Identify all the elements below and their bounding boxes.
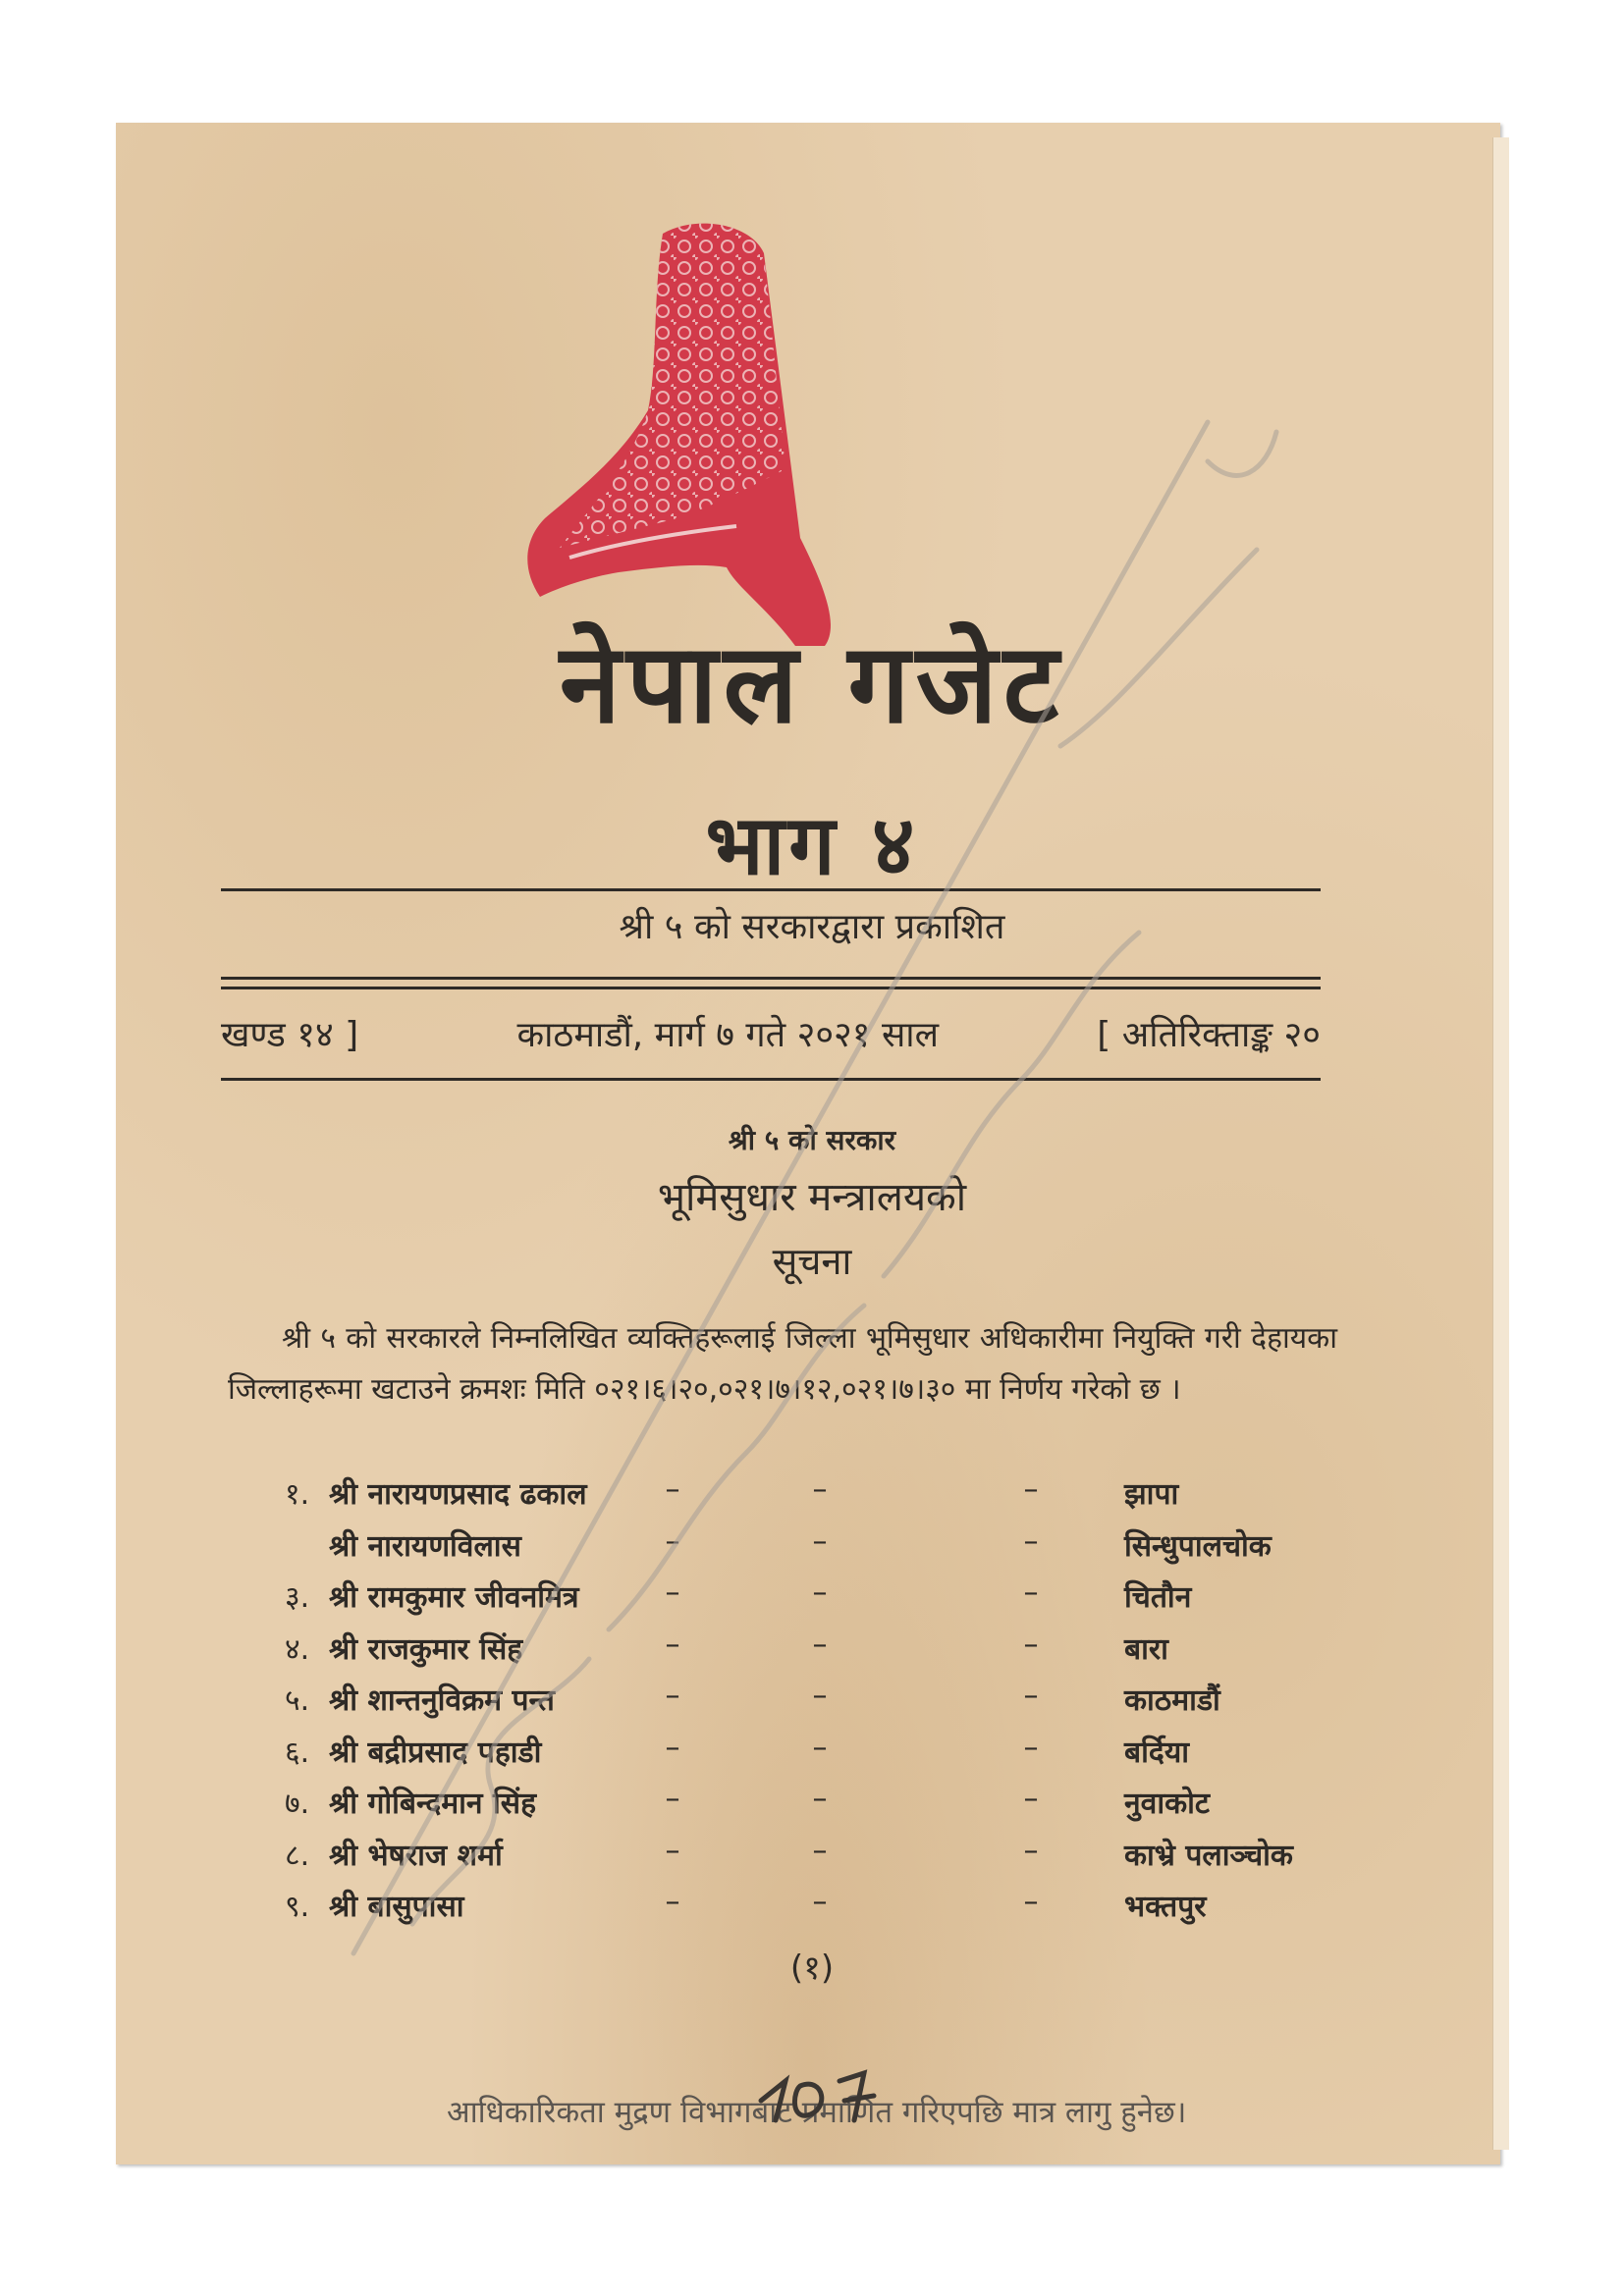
appointment-row	[285, 1575, 1335, 1628]
officer-name: श्री शान्तनुविक्रम पन्त	[329, 1683, 555, 1718]
leader-dash: –	[1023, 1523, 1039, 1559]
extra-issue-number: [ अतिरिक्ताङ्क २०	[1097, 1015, 1321, 1055]
district-name: सिन्धुपालचोक	[1124, 1528, 1272, 1564]
crown-emblem-icon	[501, 214, 893, 651]
district-name: बर्दिया	[1124, 1735, 1189, 1770]
leader-dash: –	[665, 1679, 680, 1713]
rule-top	[221, 888, 1321, 891]
officer-name: श्री नारायणप्रसाद ढकाल	[329, 1477, 587, 1512]
rule-mid-2	[221, 987, 1321, 989]
row-number: ७.	[285, 1787, 310, 1821]
page-number: (१)	[789, 1949, 835, 1988]
row-number: ४.	[285, 1631, 310, 1667]
row-number: ५.	[285, 1683, 310, 1718]
ministry-heading: भूमिसुधार मन्त्रालयको	[657, 1175, 967, 1220]
row-number: ९.	[285, 1890, 310, 1924]
appointment-row	[285, 1731, 1335, 1783]
leader-dash: –	[1023, 1627, 1039, 1662]
leader-dash: –	[812, 1885, 828, 1919]
row-number: ३.	[285, 1580, 310, 1615]
appointment-row	[285, 1885, 1335, 1937]
footer-note: आधिकारिकता मुद्रण विभागबाट प्रमाणित गरिएपछि मात्र लागु हुनेछ।	[447, 2095, 1187, 2130]
officer-name: श्री राजकुमार सिंह	[329, 1631, 523, 1667]
leader-dash: –	[1023, 1575, 1039, 1610]
appointment-row	[285, 1628, 1335, 1680]
leader-dash: –	[665, 1575, 680, 1610]
leader-dash: –	[665, 1782, 680, 1816]
district-name: बारा	[1124, 1631, 1168, 1667]
leader-dash: –	[812, 1575, 828, 1610]
appointment-list	[285, 1472, 1335, 1937]
district-name: नुवाकोट	[1124, 1787, 1211, 1821]
volume-number: खण्ड १४ ]	[221, 1015, 359, 1055]
row-number: १.	[285, 1477, 310, 1512]
gazette-title: नेपाल गजेट	[559, 620, 1065, 748]
rule-bottom	[221, 1078, 1321, 1081]
row-number: ८.	[285, 1838, 310, 1873]
issue-line	[221, 1009, 1321, 1057]
place-date: काठमाडौं, मार्ग ७ गते २०२१ साल	[516, 1015, 940, 1055]
publisher-line: श्री ५ को सरकारद्वारा प्रकाशित	[619, 907, 1005, 947]
row-number: ६.	[285, 1735, 310, 1770]
officer-name: श्री बद्रीप्रसाद पहाडी	[329, 1735, 542, 1770]
leader-dash: –	[1023, 1472, 1039, 1507]
gazette-part: भाग ४	[705, 797, 919, 893]
district-name: झापा	[1124, 1477, 1179, 1512]
government-heading: श्री ५ को सरकार	[728, 1124, 896, 1156]
rule-mid-1	[221, 977, 1321, 980]
officer-name: श्री भेषराज शर्मा	[329, 1838, 503, 1873]
appointment-row	[285, 1524, 1335, 1576]
leader-dash: –	[812, 1679, 828, 1713]
notice-paragraph	[228, 1313, 1337, 1415]
officer-name: श्री नारायणविलास	[329, 1528, 521, 1564]
leader-dash: –	[812, 1730, 828, 1765]
appointment-row	[285, 1472, 1335, 1524]
leader-dash: –	[665, 1523, 680, 1559]
appointment-row	[285, 1679, 1335, 1731]
appointment-row	[285, 1834, 1335, 1886]
leader-dash: –	[1023, 1730, 1039, 1765]
leader-dash: –	[665, 1885, 680, 1919]
leader-dash: –	[812, 1833, 828, 1868]
officer-name: श्री रामकुमार जीवनमित्र	[329, 1580, 579, 1615]
appointment-row	[285, 1782, 1335, 1834]
officer-name: श्री बासुपासा	[329, 1890, 464, 1924]
leader-dash: –	[665, 1833, 680, 1868]
officer-name: श्री गोबिन्दमान सिंह	[329, 1787, 536, 1821]
leader-dash: –	[1023, 1679, 1039, 1713]
district-name: चितौन	[1124, 1580, 1192, 1615]
leader-dash: –	[1023, 1782, 1039, 1816]
leader-dash: –	[665, 1730, 680, 1765]
district-name: काठमाडौं	[1124, 1683, 1220, 1718]
district-name: काभ्रे पलाञ्चोक	[1124, 1838, 1293, 1873]
leader-dash: –	[812, 1472, 828, 1507]
leader-dash: –	[812, 1782, 828, 1816]
leader-dash: –	[665, 1627, 680, 1662]
leader-dash: –	[812, 1627, 828, 1662]
district-name: भक्तपुर	[1124, 1890, 1207, 1924]
leader-dash: –	[1023, 1833, 1039, 1868]
leader-dash: –	[665, 1472, 680, 1507]
leader-dash: –	[1023, 1885, 1039, 1919]
notice-heading: सूचना	[772, 1240, 852, 1283]
notice-paragraph-text: श्री ५ को सरकारले निम्नलिखित व्यक्तिहरूलाई जिल्ला भूमिसुधार अधिकारीमा नियुक्ति गरी देहायका जिल्लाहरूमा खटाउने क्रमशः मिति ०२१।६।२०,०२१।७।१२,०२१।७।३० मा निर्णय गरेको छ ।	[228, 1321, 1337, 1407]
leader-dash: –	[812, 1523, 828, 1559]
